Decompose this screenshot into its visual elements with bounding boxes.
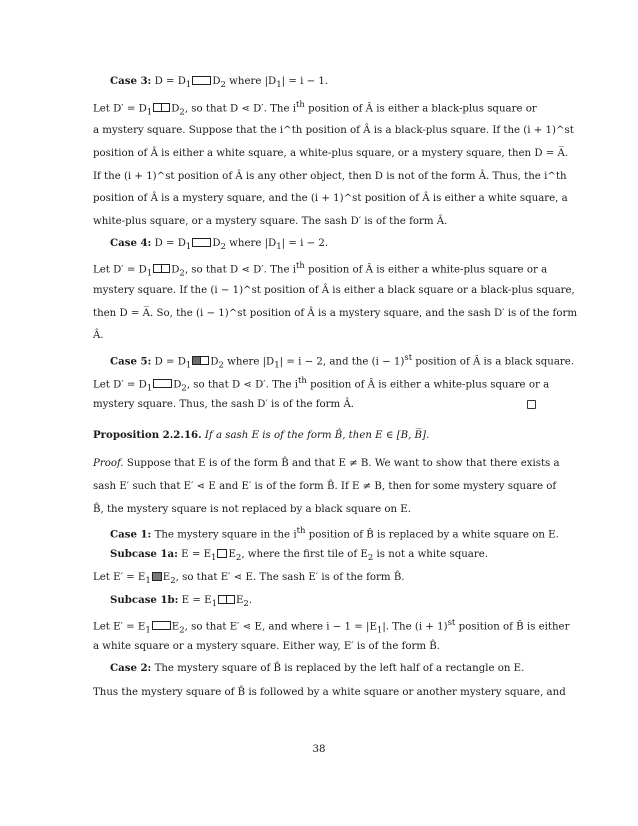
text-line: a mystery square. Suppose that the i^th position of Â is a black-plus square. If the (i + 1)^st — [93, 125, 574, 136]
case-label: Case 4: — [110, 237, 152, 249]
rectangle-tile — [192, 76, 211, 85]
two-square-tiles — [153, 264, 170, 277]
subcase-1a-heading: Subcase 1a: $E = E_1$ $E_2$, where the first tile of $E_2$ is not a white square. — [110, 548, 488, 564]
two-square-tiles — [218, 595, 235, 608]
white-square-tile — [217, 549, 227, 558]
qed-square-icon — [527, 400, 536, 409]
text-line: Let $D' = D_1$ $D_2$, so that D ⋖ D′. The $i^{th}$ position of Â is either a black-plus square or — [93, 100, 537, 118]
rectangle-tile — [153, 379, 172, 388]
text-line: Let $E' = E_1$ $E_2$, so that E′ ⋖ E, and where $i - 1 = |E_1|$. The $(i + 1)^{st}$ position of B̂ is either — [93, 618, 570, 636]
text-line: Let $D' = D_1$ $D_2$, so that D ⋖ D′. The $i^{th}$ position of Â is either a white-plus square or a — [93, 376, 550, 394]
case-5-heading: Case 5: $D = D_1$ $D_2$ where $|D_1| = i - 2$, and the $(i - 1)^{st}$ position of Â is a black square. — [110, 353, 575, 371]
text-line: a white square or a mystery square. Either way, E′ is of the form B̂. — [93, 641, 441, 652]
case-3-heading: Case 3: $D = D_1$ $D_2$ where $|D_1| = i - 1$. — [110, 75, 329, 91]
two-square-tiles — [153, 103, 170, 116]
case-label: Case 1: — [110, 528, 152, 541]
text-line: then D = A̅. So, the (i − 1)^st position of Â is a mystery square, and the sash D′ is of the form — [93, 308, 577, 319]
case-label: Case 5: — [110, 355, 152, 368]
case-label: Case 2: — [110, 662, 152, 674]
text-line: sash E′ such that E′ ⋖ E and E′ is of the form B̂. If E ≠ B, then for some mystery square of — [93, 481, 557, 492]
text-line: If the (i + 1)^st position of Â is any other object, then D is not of the form Â. Thus, the i^th — [93, 171, 567, 182]
text-line: Thus the mystery square of B̂ is followed by a white square or another mystery square, and — [93, 687, 566, 698]
text-line: position of Â is either a white square, a white-plus square, or a mystery square, then D = A̅. — [93, 148, 569, 159]
case-1-heading: Case 1: The mystery square in the $i^{th}$ position of B̂ is replaced by a white square on E. — [110, 526, 559, 541]
case-label: Subcase 1a: — [110, 548, 178, 560]
black-square-tile — [152, 572, 162, 581]
text-line: B̂, the mystery square is not replaced by a black square on E. — [93, 504, 411, 515]
proposition-2-2-16: Proposition 2.2.16. If a sash E is of the form B̂, then E ∈ [B, B̅]. — [93, 429, 430, 441]
text-line: mystery square. Thus, the sash D′ is of the form Â. — [93, 399, 355, 410]
text-line: Â. — [93, 330, 104, 341]
text-line: mystery square. If the (i − 1)^st position of Â is either a black square or a black-plus square, — [93, 285, 575, 296]
proof-start: Proof. Suppose that E is of the form B̂ and that E ≠ B. We want to show that there exists a — [93, 458, 560, 469]
page-number: 38 — [312, 744, 326, 755]
black-and-white-tiles — [192, 356, 209, 369]
rectangle-tile — [192, 238, 211, 247]
case-4-heading: Case 4: $D = D_1$ $D_2$ where $|D_1| = i - 2$. — [110, 237, 329, 253]
case-2-heading: Case 2: The mystery square of B̂ is replaced by the left half of a rectangle on E. — [110, 662, 525, 674]
text-line: Let $E' = E_1$ $E_2$, so that E′ ⋖ E. The sash E′ is of the form B̂. — [93, 572, 405, 587]
text-line: Let $D' = D_1$ $D_2$, so that D ⋖ D′. The $i^{th}$ position of Â is either a white-plus square or a — [93, 261, 548, 279]
subcase-1b-heading: Subcase 1b: $E = E_1$ $E_2$. — [110, 594, 253, 610]
case-label: Case 3: — [110, 75, 152, 87]
rectangle-tile — [152, 621, 171, 630]
text-line: position of Â is a mystery square, and the (i + 1)^st position of Â is either a white square, a — [93, 193, 568, 204]
case-label: Subcase 1b: — [110, 594, 179, 606]
text-line: white-plus square, or a mystery square. The sash D′ is of the form Â. — [93, 216, 448, 227]
